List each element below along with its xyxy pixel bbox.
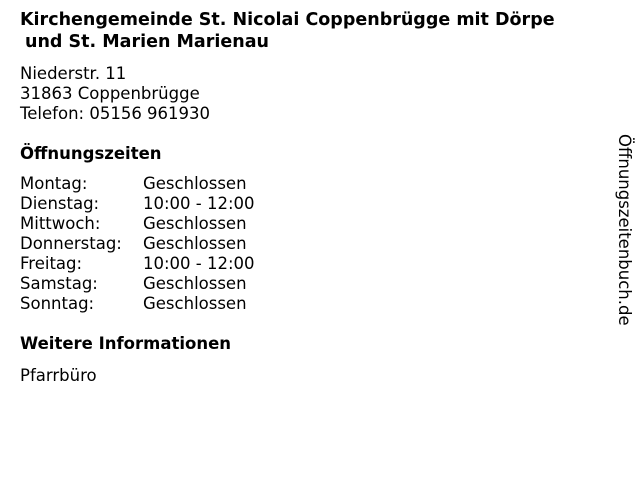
hours-day: Samstag: [20,274,98,293]
hours-day: Freitag: [20,254,83,273]
page-title [20,9,630,53]
hours-row-tuesday [20,194,255,214]
hours-time: 10:00 - 12:00 [143,194,255,213]
title-line-2: und St. Marien Marienau [25,32,269,52]
opening-hours-table [20,174,255,314]
hours-day: Donnerstag: [20,234,122,253]
more-info-heading: Weitere Informationen [20,334,232,353]
hours-day: Mittwoch: [20,214,101,233]
opening-hours-heading: Öffnungszeiten [20,144,162,163]
hours-day: Sonntag: [20,294,95,313]
hours-row-monday [20,174,255,194]
hours-row-thursday [20,234,255,254]
hours-time: Geschlossen [143,234,247,253]
hours-time: 10:00 - 12:00 [143,254,255,273]
hours-row-friday [20,254,255,274]
hours-day: Dienstag: [20,194,100,213]
hours-row-sunday [20,294,255,314]
address-street: Niederstr. 11 [20,64,127,83]
address-phone: Telefon: 05156 961930 [20,104,211,123]
hours-time: Geschlossen [143,274,247,293]
hours-time: Geschlossen [143,174,247,193]
brand-watermark: Öffnungszeitenbuch.de [615,134,634,326]
title-line-1: Kirchengemeinde St. Nicolai Coppenbrügge mit Dörpe [20,10,555,30]
hours-row-saturday [20,274,255,294]
hours-time: Geschlossen [143,294,247,313]
hours-time: Geschlossen [143,214,247,233]
more-info-text: Pfarrbüro [20,366,97,385]
address-block [20,64,210,124]
hours-day: Montag: [20,174,88,193]
address-city: 31863 Coppenbrügge [20,84,200,103]
hours-row-wednesday [20,214,255,234]
